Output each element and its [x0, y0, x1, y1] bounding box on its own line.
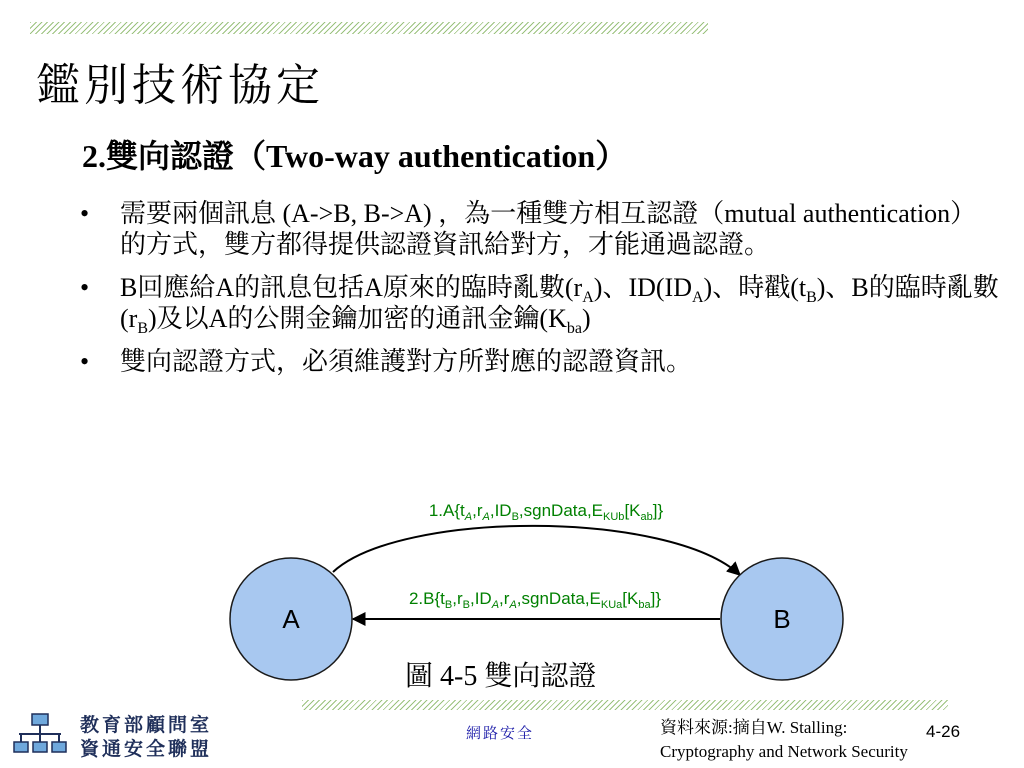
bullet-item	[80, 346, 1000, 377]
message-1-label: $1.A\{t_A,r_A,ID_B,sgnData,E_{KUb}[K_{ab}]\}$	[428, 501, 664, 523]
bullet-text: B回應給A的訊息包括A原來的臨時亂數$(r_A)$、$ID(ID_A)$、時戳$(t_B)$、B的臨時亂數$(r_B)$及以A的公開金鑰加密的通訊金鑰$(K_{ba})$	[120, 273, 999, 338]
footer-course-name: 網路安全	[466, 726, 535, 742]
bullet-text: 雙向認證方式，必須維護對方所對應的認證資訊。	[120, 347, 693, 376]
source-line-1: 資料來源:摘自W. Stalling:	[660, 718, 848, 737]
bullet-item	[80, 272, 1000, 338]
bullet-dot: •	[80, 199, 90, 228]
bullet-dot: •	[80, 347, 90, 376]
subscript: A	[691, 289, 704, 307]
bottom-decorative-stripe	[302, 700, 948, 710]
slide-title: 鑑別技術協定	[36, 61, 324, 110]
message-1-arrow	[333, 526, 740, 575]
bullet-list	[80, 198, 1000, 389]
bullet-text: 需要兩個訊息 (A->B, B->A) ，為一種雙方相互認證（mutual authentication）的方式，雙方都得提供認證資訊給對方，才能通過認證。	[120, 199, 977, 259]
footer-organization	[80, 714, 212, 762]
page-number: 4-26	[926, 722, 961, 741]
network-logo-icon	[14, 712, 66, 760]
footer-source	[660, 716, 908, 764]
subscript: B	[806, 289, 817, 307]
subscript: ba	[566, 320, 582, 338]
org-line-2: 資通安全聯盟	[80, 739, 213, 760]
node-b-label: B	[773, 604, 791, 634]
subscript: B	[137, 320, 148, 338]
message-2-label: $2.B\{t_B,r_B,ID_A,r_A,sgnData,E_{KUa}[K_{ba}]\}$	[408, 589, 662, 611]
subscript: A	[582, 289, 594, 307]
slide-subtitle: 2.雙向認證（Two-way authentication）	[82, 138, 628, 174]
node-a-label: A	[282, 604, 300, 634]
two-way-auth-diagram	[200, 490, 791, 670]
bullet-item	[80, 198, 1000, 260]
top-decorative-stripe	[30, 22, 708, 34]
figure-caption: 圖 4-5 雙向認證	[405, 661, 597, 692]
bullet-dot: •	[80, 273, 90, 302]
org-line-1: 教育部顧問室	[80, 715, 213, 736]
source-line-2: Cryptography and Network Security	[660, 742, 908, 761]
